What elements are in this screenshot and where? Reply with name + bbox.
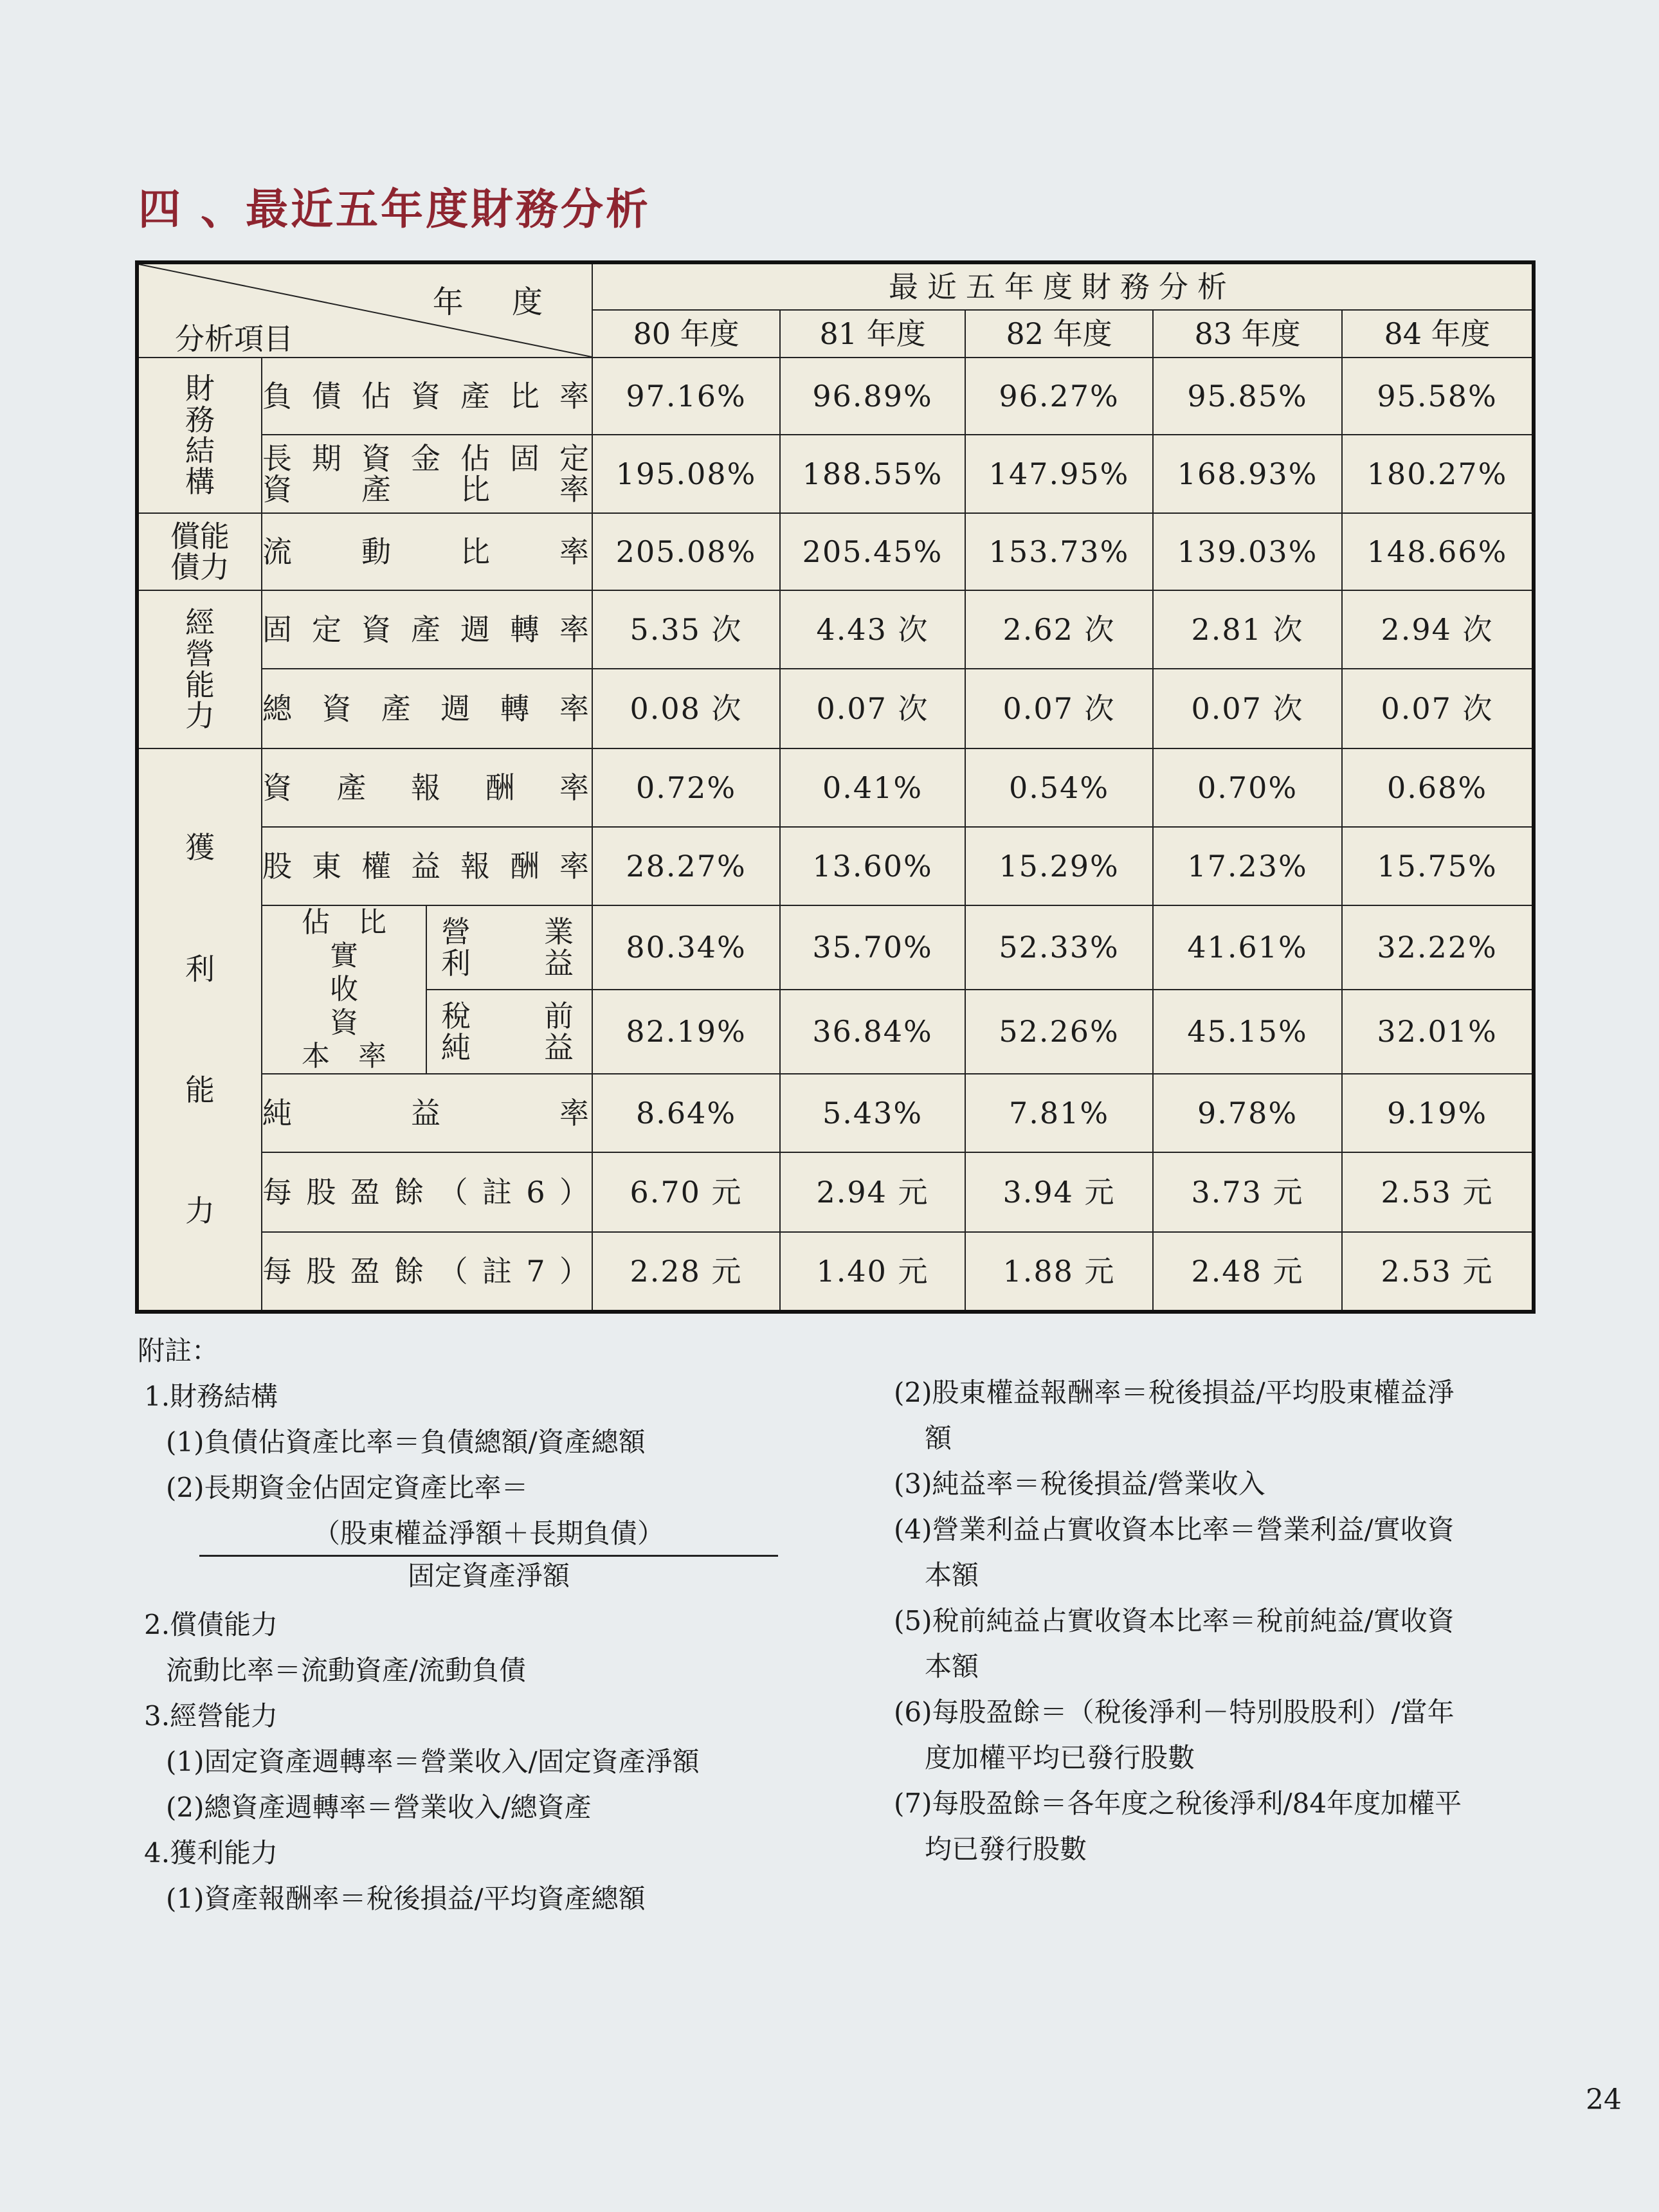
note-line: (1)固定資產週轉率＝營業收入/固定資產淨額 (166, 1746, 700, 1777)
table-cell: 4.43 次 (780, 590, 965, 669)
table-cell: 80.34% (592, 905, 780, 990)
table-cell: 2.94 次 (1342, 590, 1534, 669)
table-cell: 153.73% (965, 513, 1153, 590)
row-item-label: 純益率 (262, 1074, 592, 1152)
table-cell: 82.19% (592, 990, 780, 1074)
table-cell: 52.33% (965, 905, 1153, 990)
year-header: 83 年度 (1153, 310, 1342, 358)
note-line: (2)股東權益報酬率＝稅後損益/平均股東權益淨 (894, 1377, 1455, 1408)
table-corner-header (137, 262, 592, 358)
table-cell: 9.19% (1342, 1074, 1534, 1152)
table-cell: 35.70% (780, 905, 965, 990)
row-item-label: 流動比率 (262, 513, 592, 590)
row-item-label: 固定資產週轉率 (262, 590, 592, 669)
table-cell: 36.84% (780, 990, 965, 1074)
year-header: 82 年度 (965, 310, 1153, 358)
table-cell: 45.15% (1153, 990, 1342, 1074)
table-cell: 2.81 次 (1153, 590, 1342, 669)
pretax-income-label: 稅 前 純 益 (426, 990, 592, 1074)
table-cell: 2.53 元 (1342, 1152, 1534, 1232)
table-cell: 32.22% (1342, 905, 1534, 990)
notes-left-column (138, 1328, 778, 1921)
table-cell: 96.27% (965, 358, 1153, 435)
notes-heading: 附註： (138, 1335, 219, 1366)
note-line: (5)稅前純益占實收資本比率＝稅前純益/實收資 (894, 1605, 1455, 1636)
table-cell: 15.75% (1342, 827, 1534, 905)
table-cell: 2.62 次 (965, 590, 1153, 669)
row-item-label: 股東權益報酬率 (262, 827, 592, 905)
table-cell: 95.85% (1153, 358, 1342, 435)
table-cell: 0.07 次 (965, 669, 1153, 748)
fraction-numerator: （股東權益淨額＋長期負債） (313, 1518, 664, 1549)
table-cell: 0.07 次 (1153, 669, 1342, 748)
table-cell: 5.43% (780, 1074, 965, 1152)
table-cell: 2.28 元 (592, 1232, 780, 1312)
fraction-denominator: 固定資產淨額 (407, 1560, 570, 1591)
note-line: 本額 (925, 1559, 979, 1591)
note-line: 均已發行股數 (925, 1833, 1087, 1865)
note-line: (3)純益率＝稅後損益/營業收入 (894, 1468, 1265, 1500)
table-cell: 168.93% (1153, 435, 1342, 513)
table-cell: 147.95% (965, 435, 1153, 513)
table-main-header: 最近五年度財務分析 (592, 262, 1534, 310)
table-cell: 28.27% (592, 827, 780, 905)
table-cell: 1.88 元 (965, 1232, 1153, 1312)
note-line: 流動比率＝流動資產/流動負債 (166, 1654, 527, 1686)
page-title: 四 、最近五年度財務分析 (138, 185, 651, 234)
table-cell: 205.08% (592, 513, 780, 590)
note-line: (4)營業利益占實收資本比率＝營業利益/實收資 (894, 1514, 1455, 1545)
table-cell: 0.07 次 (1342, 669, 1534, 748)
year-header: 80 年度 (592, 310, 780, 358)
row-item-label: 長期資金佔固定 資產比率 (262, 435, 592, 513)
note-line: (1)負債佔資產比率＝負債總額/資產總額 (166, 1426, 646, 1458)
category-operating-ability: 經 營 能 力 (137, 590, 262, 748)
fraction-formula (199, 1510, 778, 1602)
table-cell: 1.40 元 (780, 1232, 965, 1312)
financial-analysis-table (135, 260, 1536, 1314)
note-line: (6)每股盈餘＝（稅後淨利－特別股股利）/當年 (894, 1696, 1455, 1728)
table-cell: 0.72% (592, 748, 780, 827)
table-cell: 0.07 次 (780, 669, 965, 748)
note-section: 4.獲利能力 (144, 1837, 278, 1869)
table-cell: 6.70 元 (592, 1152, 780, 1232)
table-cell: 0.08 次 (592, 669, 780, 748)
note-line: (7)每股盈餘＝各年度之稅後淨利/84年度加權平 (894, 1788, 1462, 1819)
table-cell: 9.78% (1153, 1074, 1342, 1152)
table-cell: 3.94 元 (965, 1152, 1153, 1232)
notes-right-column (894, 1370, 1462, 1872)
table-cell: 5.35 次 (592, 590, 780, 669)
row-item-label: 負債佔資產比率 (262, 358, 592, 435)
category-profitability: 獲 利 能 力 (137, 748, 262, 1312)
table-cell: 15.29% (965, 827, 1153, 905)
table-cell: 2.48 元 (1153, 1232, 1342, 1312)
table-cell: 188.55% (780, 435, 965, 513)
table-cell: 13.60% (780, 827, 965, 905)
table-cell: 0.41% (780, 748, 965, 827)
table-cell: 2.94 元 (780, 1152, 965, 1232)
table-cell: 195.08% (592, 435, 780, 513)
table-cell: 97.16% (592, 358, 780, 435)
table-cell: 7.81% (965, 1074, 1153, 1152)
table-cell: 0.54% (965, 748, 1153, 827)
table-cell: 148.66% (1342, 513, 1534, 590)
table-cell: 17.23% (1153, 827, 1342, 905)
note-section: 3.經營能力 (144, 1700, 278, 1732)
year-header: 81 年度 (780, 310, 965, 358)
paid-in-capital-ratio-label: 佔 比 實 收 資 本 率 (262, 905, 426, 1074)
note-section: 2.償債能力 (144, 1609, 278, 1640)
corner-year-label: 年 度 (432, 284, 563, 320)
table-cell: 52.26% (965, 990, 1153, 1074)
table-cell: 3.73 元 (1153, 1152, 1342, 1232)
corner-item-label: 分析項目 (175, 321, 293, 356)
table-cell: 180.27% (1342, 435, 1534, 513)
note-line: (2)長期資金佔固定資產比率＝ (166, 1472, 529, 1503)
note-line: 本額 (925, 1651, 979, 1682)
table-cell: 0.70% (1153, 748, 1342, 827)
table-cell: 41.61% (1153, 905, 1342, 990)
note-line: 度加權平均已發行股數 (925, 1742, 1195, 1773)
row-item-label: 總資產週轉率 (262, 669, 592, 748)
row-item-label: 每股盈餘（註6） (262, 1152, 592, 1232)
year-header: 84 年度 (1342, 310, 1534, 358)
table-cell: 8.64% (592, 1074, 780, 1152)
page-number: 24 (1586, 2083, 1622, 2116)
row-item-label: 每股盈餘（註7） (262, 1232, 592, 1312)
operating-income-label: 營 業 利 益 (426, 905, 592, 990)
category-financial-structure: 財 務 結 構 (137, 358, 262, 513)
note-line: (1)資產報酬率＝稅後損益/平均資產總額 (166, 1883, 646, 1914)
row-item-label: 資產報酬率 (262, 748, 592, 827)
table-cell: 2.53 元 (1342, 1232, 1534, 1312)
table-cell: 205.45% (780, 513, 965, 590)
note-line: (2)總資產週轉率＝營業收入/總資產 (166, 1791, 592, 1823)
table-cell: 96.89% (780, 358, 965, 435)
table-cell: 139.03% (1153, 513, 1342, 590)
table-cell: 32.01% (1342, 990, 1534, 1074)
table-cell: 95.58% (1342, 358, 1534, 435)
note-section: 1.財務結構 (144, 1381, 278, 1412)
category-solvency: 償能 債力 (137, 513, 262, 590)
table-cell: 0.68% (1342, 748, 1534, 827)
note-line: 額 (925, 1422, 952, 1454)
